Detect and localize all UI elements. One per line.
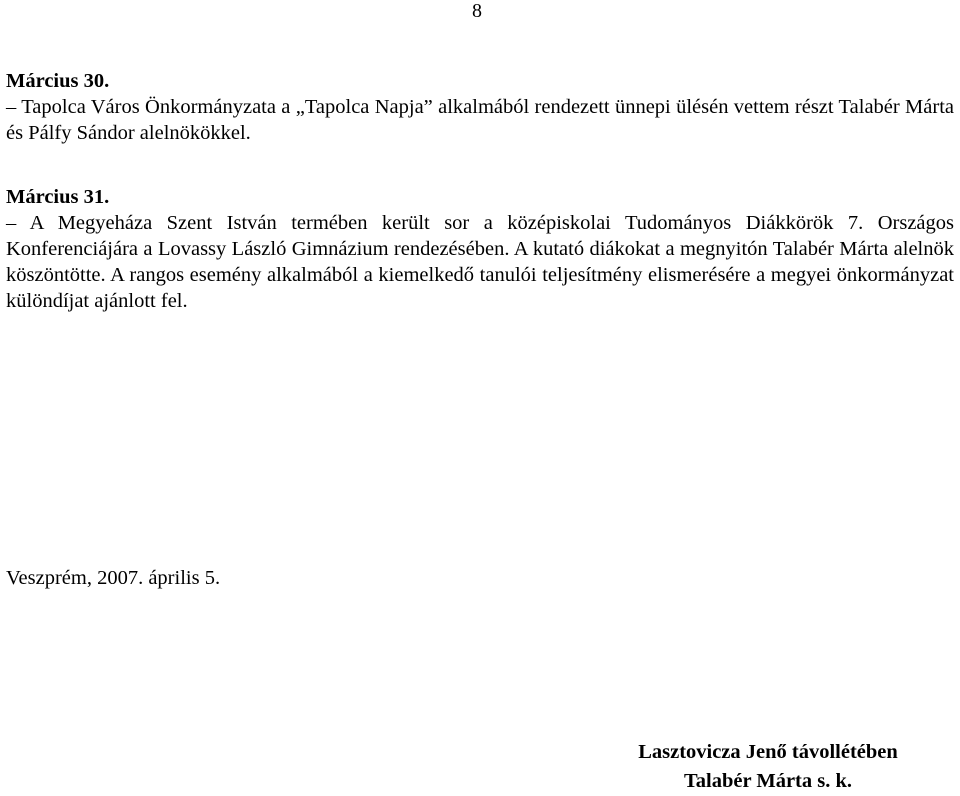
signature-line-2: Talabér Márta s. k. [684, 770, 852, 792]
entry-text: – A Megyeháza Szent István termében került sor a középiskolai Tudományos Diákkörök 7. Országos Konferenciájára a Lovassy László Gimnázium rendezésében. A kutató diákokat a megnyitón Talabér Márta alelnök köszöntötte. A rangos esemény alkalmából a kiemelkedő tanulói teljesítmény elismerésére a megyei önkormányzat különdíjat ajánlott fel. [6, 212, 954, 312]
entry-text: – Tapolca Város Önkormányzata a „Tapolca Napja” alkalmából rendezett ünnepi ülésén vettem részt Talabér Márta és Pálfy Sándor alelnökökkel. [6, 96, 954, 144]
entry-date: Március 31. [6, 186, 110, 208]
signature-line-1: Lasztovicza Jenő távollétében [638, 741, 898, 763]
entry-march-30 [6, 68, 954, 146]
signature-block [598, 738, 938, 796]
place-and-date: Veszprém, 2007. április 5. [6, 567, 221, 589]
page-number: 8 [472, 0, 482, 22]
entry-march-31 [6, 184, 954, 314]
entry-date: Március 30. [6, 70, 110, 92]
